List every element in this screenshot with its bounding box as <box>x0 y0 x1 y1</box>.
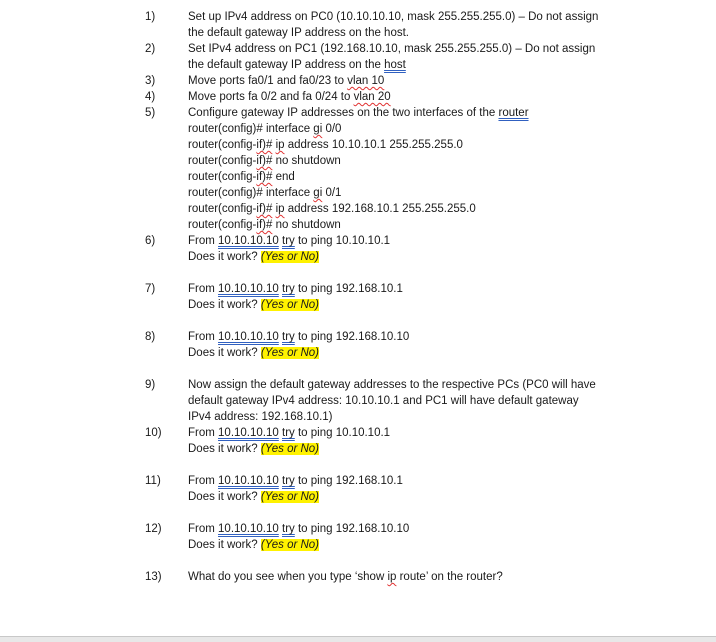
question <box>188 491 319 503</box>
item-text <box>188 107 529 119</box>
item-number: 12) <box>145 523 162 535</box>
spelling-flag: gi <box>313 123 323 135</box>
item-text: Set up IPv4 address on PC0 (10.10.10.10, mask 255.255.255.0) – Do not assign <box>188 11 599 23</box>
text-run: From <box>188 427 219 439</box>
spelling-flag: if)# <box>256 219 273 231</box>
grammar-flag: try <box>282 475 295 487</box>
grammar-flag: 10.10.10.10 <box>218 427 279 439</box>
text-run: router(config- <box>188 219 257 231</box>
command-line <box>188 123 341 135</box>
grammar-flag: 10.10.10.10 <box>218 523 279 535</box>
spelling-flag: if)# <box>256 203 273 215</box>
text-run: no shutdown <box>272 219 341 231</box>
question <box>188 347 319 359</box>
highlighted-answer: (Yes or No) <box>260 491 320 503</box>
ping-instruction <box>188 235 390 247</box>
text-run: to ping <box>294 235 336 247</box>
ping-target: 10.10.10.1 <box>335 235 391 247</box>
item-number: 5) <box>145 107 156 119</box>
text-run: Move ports fa 0/2 and fa 0/24 to <box>188 91 354 103</box>
item-number: 4) <box>145 91 156 103</box>
grammar-flag: host <box>384 59 406 71</box>
grammar-flag: 10.10.10.10 <box>218 331 279 343</box>
item-text: IPv4 address: 192.168.10.1) <box>188 411 333 423</box>
ping-instruction <box>188 427 390 439</box>
command-line <box>188 219 341 231</box>
item-number: 13) <box>145 571 162 583</box>
text-run: no shutdown <box>272 155 341 167</box>
spelling-flag: vlan 10 <box>347 75 385 87</box>
text-run: to ping <box>294 523 336 535</box>
text-run: From <box>188 283 219 295</box>
command-line <box>188 203 476 215</box>
question <box>188 539 319 551</box>
text-run: Configure gateway IP addresses on the two interfaces of the <box>188 107 499 119</box>
ping-instruction <box>188 283 403 295</box>
command-line <box>188 139 463 151</box>
text-run: From <box>188 475 219 487</box>
text-run: 0/0 <box>322 123 342 135</box>
question <box>188 251 319 263</box>
spelling-flag: ip <box>275 139 285 151</box>
text-run: to ping <box>294 283 336 295</box>
ping-target: 192.168.10.1 <box>335 283 403 295</box>
text-run: From <box>188 331 219 343</box>
grammar-flag: 10.10.10.10 <box>218 283 279 295</box>
item-number: 10) <box>145 427 162 439</box>
question <box>188 443 319 455</box>
spelling-flag: ip <box>387 571 397 583</box>
item-text: default gateway IPv4 address: 10.10.10.1 and PC1 will have default gateway <box>188 395 579 407</box>
spelling-flag: if)# <box>256 155 273 167</box>
item-text: Set IPv4 address on PC1 (192.168.10.10, mask 255.255.255.0) – Do not assign <box>188 43 596 55</box>
ping-instruction <box>188 331 409 343</box>
window-bottom-edge <box>0 636 716 642</box>
text-run: Does it work? <box>188 539 261 551</box>
ping-instruction <box>188 475 403 487</box>
item-number: 7) <box>145 283 156 295</box>
ping-instruction <box>188 523 409 535</box>
item-number: 6) <box>145 235 156 247</box>
ping-target: 10.10.10.1 <box>335 427 391 439</box>
item-number: 1) <box>145 11 156 23</box>
text-run: router(config- <box>188 203 257 215</box>
grammar-flag: router <box>498 107 529 119</box>
text-run: to ping <box>294 427 336 439</box>
text-run: Does it work? <box>188 299 261 311</box>
text-run: to ping <box>294 331 336 343</box>
spelling-flag: ip <box>275 203 285 215</box>
text-run: the default gateway IP address on the <box>188 59 385 71</box>
command-line <box>188 155 341 167</box>
highlighted-answer: (Yes or No) <box>260 443 320 455</box>
text-run: From <box>188 523 219 535</box>
spelling-flag: if)# <box>256 171 273 183</box>
grammar-flag: try <box>282 427 295 439</box>
grammar-flag: try <box>282 235 295 247</box>
grammar-flag: try <box>282 331 295 343</box>
item-text: the default gateway IP address on the host. <box>188 27 409 39</box>
ping-target: 192.168.10.10 <box>335 331 410 343</box>
spelling-flag: vlan 20 <box>353 91 391 103</box>
spelling-flag: gi <box>313 187 323 199</box>
item-text <box>188 571 503 583</box>
item-number: 3) <box>145 75 156 87</box>
grammar-flag: 10.10.10.10 <box>218 235 279 247</box>
text-run: Does it work? <box>188 251 261 263</box>
text-run: router(config)# interface <box>188 123 314 135</box>
ping-target: 192.168.10.1 <box>335 475 403 487</box>
text-run: router(config- <box>188 171 257 183</box>
grammar-flag: 10.10.10.10 <box>218 475 279 487</box>
spelling-flag: if)# <box>256 139 273 151</box>
text-run: end <box>272 171 295 183</box>
text-run: Does it work? <box>188 347 261 359</box>
highlighted-answer: (Yes or No) <box>260 347 320 359</box>
text-run: router(config- <box>188 139 257 151</box>
ping-target: 192.168.10.10 <box>335 523 410 535</box>
text-run: address 10.10.10.1 255.255.255.0 <box>284 139 463 151</box>
item-text <box>188 75 384 87</box>
text-run: route’ on the router? <box>396 571 503 583</box>
highlighted-answer: (Yes or No) <box>260 299 320 311</box>
item-text: Now assign the default gateway addresses to the respective PCs (PC0 will have <box>188 379 596 391</box>
text-run: to ping <box>294 475 336 487</box>
item-text <box>188 59 406 71</box>
grammar-flag: try <box>282 283 295 295</box>
text-run: From <box>188 235 219 247</box>
item-text <box>188 91 391 103</box>
item-number: 8) <box>145 331 156 343</box>
text-run: Move ports fa0/1 and fa0/23 to <box>188 75 348 87</box>
item-number: 9) <box>145 379 156 391</box>
item-number: 11) <box>145 475 161 487</box>
highlighted-answer: (Yes or No) <box>260 539 320 551</box>
command-line <box>188 171 295 183</box>
command-line <box>188 187 341 199</box>
text-run: Does it work? <box>188 491 261 503</box>
text-run: router(config)# interface <box>188 187 314 199</box>
text-run: Does it work? <box>188 443 261 455</box>
question <box>188 299 319 311</box>
item-number: 2) <box>145 43 156 55</box>
text-run: address 192.168.10.1 255.255.255.0 <box>284 203 476 215</box>
text-run: What do you see when you type ‘show <box>188 571 388 583</box>
highlighted-answer: (Yes or No) <box>260 251 320 263</box>
grammar-flag: try <box>282 523 295 535</box>
text-run: 0/1 <box>322 187 342 199</box>
text-run: router(config- <box>188 155 257 167</box>
